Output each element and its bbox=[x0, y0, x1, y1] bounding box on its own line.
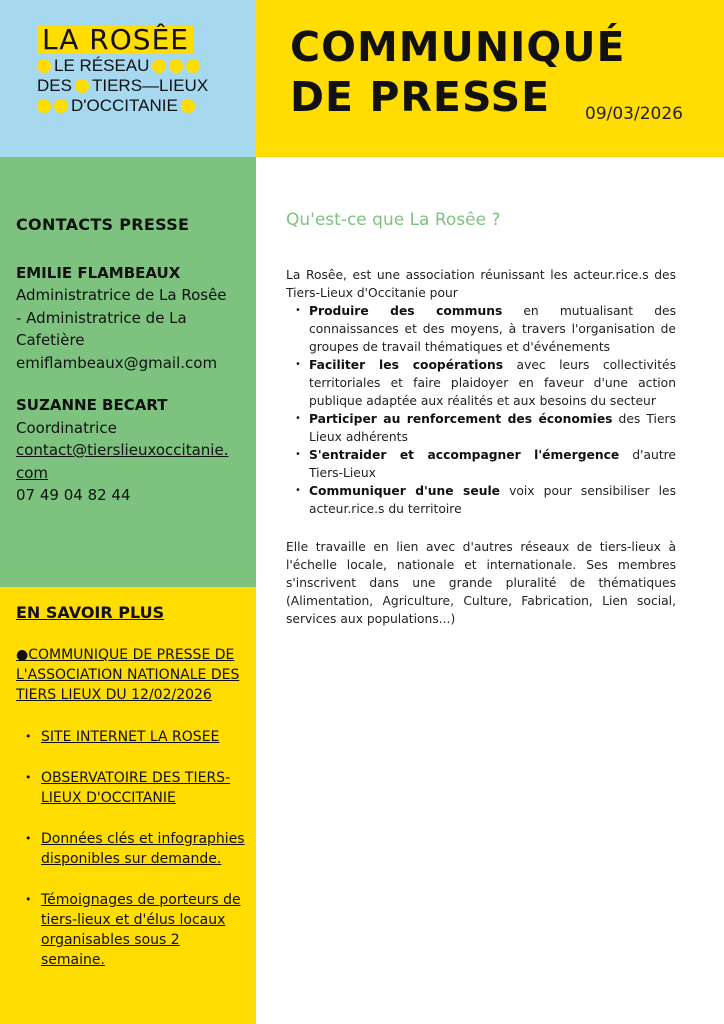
more-info bbox=[16, 603, 248, 991]
list-item bbox=[16, 768, 248, 808]
main-content bbox=[286, 210, 676, 628]
yellow-dot-icon bbox=[54, 99, 68, 113]
logo-line-2 bbox=[37, 76, 227, 96]
contact-role: Coordinatrice bbox=[16, 418, 117, 437]
logo-text-occitanie: D'OCCITANIE bbox=[71, 96, 178, 115]
site-la-rosee-link[interactable]: SITE INTERNET LA ROSEE bbox=[41, 729, 220, 745]
mission-title: Communiquer d'une seule bbox=[309, 484, 501, 498]
yellow-dot-icon bbox=[181, 99, 195, 113]
mission-text: d'autre Tiers-Lieux bbox=[309, 448, 676, 480]
title-line-1: COMMUNIQUÉ bbox=[290, 23, 626, 71]
list-item bbox=[286, 410, 676, 446]
yellow-dot-icon bbox=[37, 59, 51, 73]
press-contacts bbox=[16, 214, 248, 507]
contact-role: - Administratrice de La bbox=[16, 308, 187, 327]
mission-text: avec leurs collectivités territoriales et faire plaidoyer en faveur d'une action publique adaptée aux réalités et aux besoins du secteur bbox=[309, 358, 677, 408]
mission-title: S'entraider et accompagner l'émergence bbox=[309, 448, 620, 462]
la-rosee-logo bbox=[37, 23, 227, 116]
contact-name: SUZANNE BECART bbox=[16, 396, 168, 414]
contact-role: Cafetière bbox=[16, 331, 85, 349]
mission-text: en mutualisant des connaissances et des moyens, à travers l'organisation de groupes de travail thématiques et d'événements bbox=[309, 304, 676, 354]
list-item bbox=[16, 727, 248, 747]
yellow-dot-icon bbox=[186, 59, 200, 73]
press-release-anct-link[interactable]: ●COMMUNIQUE DE PRESSE DE L'ASSOCIATION NATIONALE DES TIERS LIEUX DU 12/02/2026 bbox=[16, 647, 240, 703]
mission-title: Faciliter les coopérations bbox=[309, 358, 504, 372]
yellow-dot-icon bbox=[152, 59, 166, 73]
contact-email: emiflambeaux@gmail.com bbox=[16, 353, 218, 372]
contact-role: Administratrice de La Rosêe bbox=[16, 286, 227, 304]
contact-email-link[interactable] bbox=[16, 439, 248, 484]
observatoire-link[interactable]: OBSERVATOIRE DES TIERS-LIEUX D'OCCITANIE bbox=[41, 770, 231, 806]
email-link-line-1[interactable]: contact@tierslieuxoccitanie. bbox=[16, 441, 229, 459]
mission-title: Produire des communs bbox=[309, 304, 503, 318]
title-line-2: DE PRESSE bbox=[290, 73, 551, 121]
page-title bbox=[290, 22, 626, 122]
logo-text-reseau: LE RÉSEAU bbox=[54, 56, 150, 75]
closing-paragraph: Elle travaille en lien avec d'autres réseaux de tiers-lieux à l'échelle locale, nationale et internationale. Ses membres s'inscrivent dans une grande pluralité de thématiques (Alimentation, Agriculture, Culture, Fabrication, Lien social, services aux populations...) bbox=[286, 540, 676, 626]
contact-phone: 07 49 04 82 44 bbox=[16, 486, 131, 504]
list-item bbox=[16, 890, 248, 970]
list-item bbox=[16, 829, 248, 869]
temoignages-link[interactable]: Témoignages de porteurs de tiers-lieux et d'élus locaux organisables sous 2 semaine. bbox=[41, 892, 241, 968]
mission-title: Participer au renforcement des économies bbox=[309, 412, 613, 426]
yellow-dot-icon bbox=[169, 59, 183, 73]
email-link-line-2[interactable]: com bbox=[16, 463, 49, 482]
list-item bbox=[286, 302, 676, 356]
more-info-links bbox=[16, 727, 248, 970]
yellow-dot-icon bbox=[75, 79, 89, 93]
release-date: 09/03/2026 bbox=[585, 104, 683, 124]
logo-text-des: DES bbox=[37, 76, 72, 95]
list-item bbox=[286, 482, 676, 518]
logo-line-1 bbox=[37, 56, 227, 76]
contact-name: EMILIE FLAMBEAUX bbox=[16, 263, 181, 282]
mission-text: voix pour sensibiliser les acteur.rice.s du territoire bbox=[309, 484, 676, 516]
more-info-heading: EN SAVOIR PLUS bbox=[16, 603, 165, 622]
section-heading: Qu'est-ce que La Rosêe ? bbox=[286, 210, 501, 230]
list-item bbox=[286, 356, 676, 410]
logo-text-tiers-lieux: TIERS—LIEUX bbox=[91, 76, 209, 95]
contacts-heading: CONTACTS PRESSE bbox=[16, 215, 190, 234]
list-item bbox=[286, 446, 676, 482]
yellow-dot-icon bbox=[37, 99, 51, 113]
intro-paragraph: La Rosêe, est une association réunissant les acteur.rice.s des Tiers-Lieux d'Occitanie pour bbox=[286, 268, 676, 300]
logo-line-3 bbox=[37, 96, 227, 116]
donnees-cles-link[interactable]: Données clés et infographies disponibles sur demande. bbox=[41, 831, 245, 867]
mission-text: des Tiers Lieux adhérents bbox=[309, 412, 676, 444]
missions-list bbox=[286, 302, 676, 518]
logo-title: LA ROSÊE bbox=[37, 26, 194, 54]
